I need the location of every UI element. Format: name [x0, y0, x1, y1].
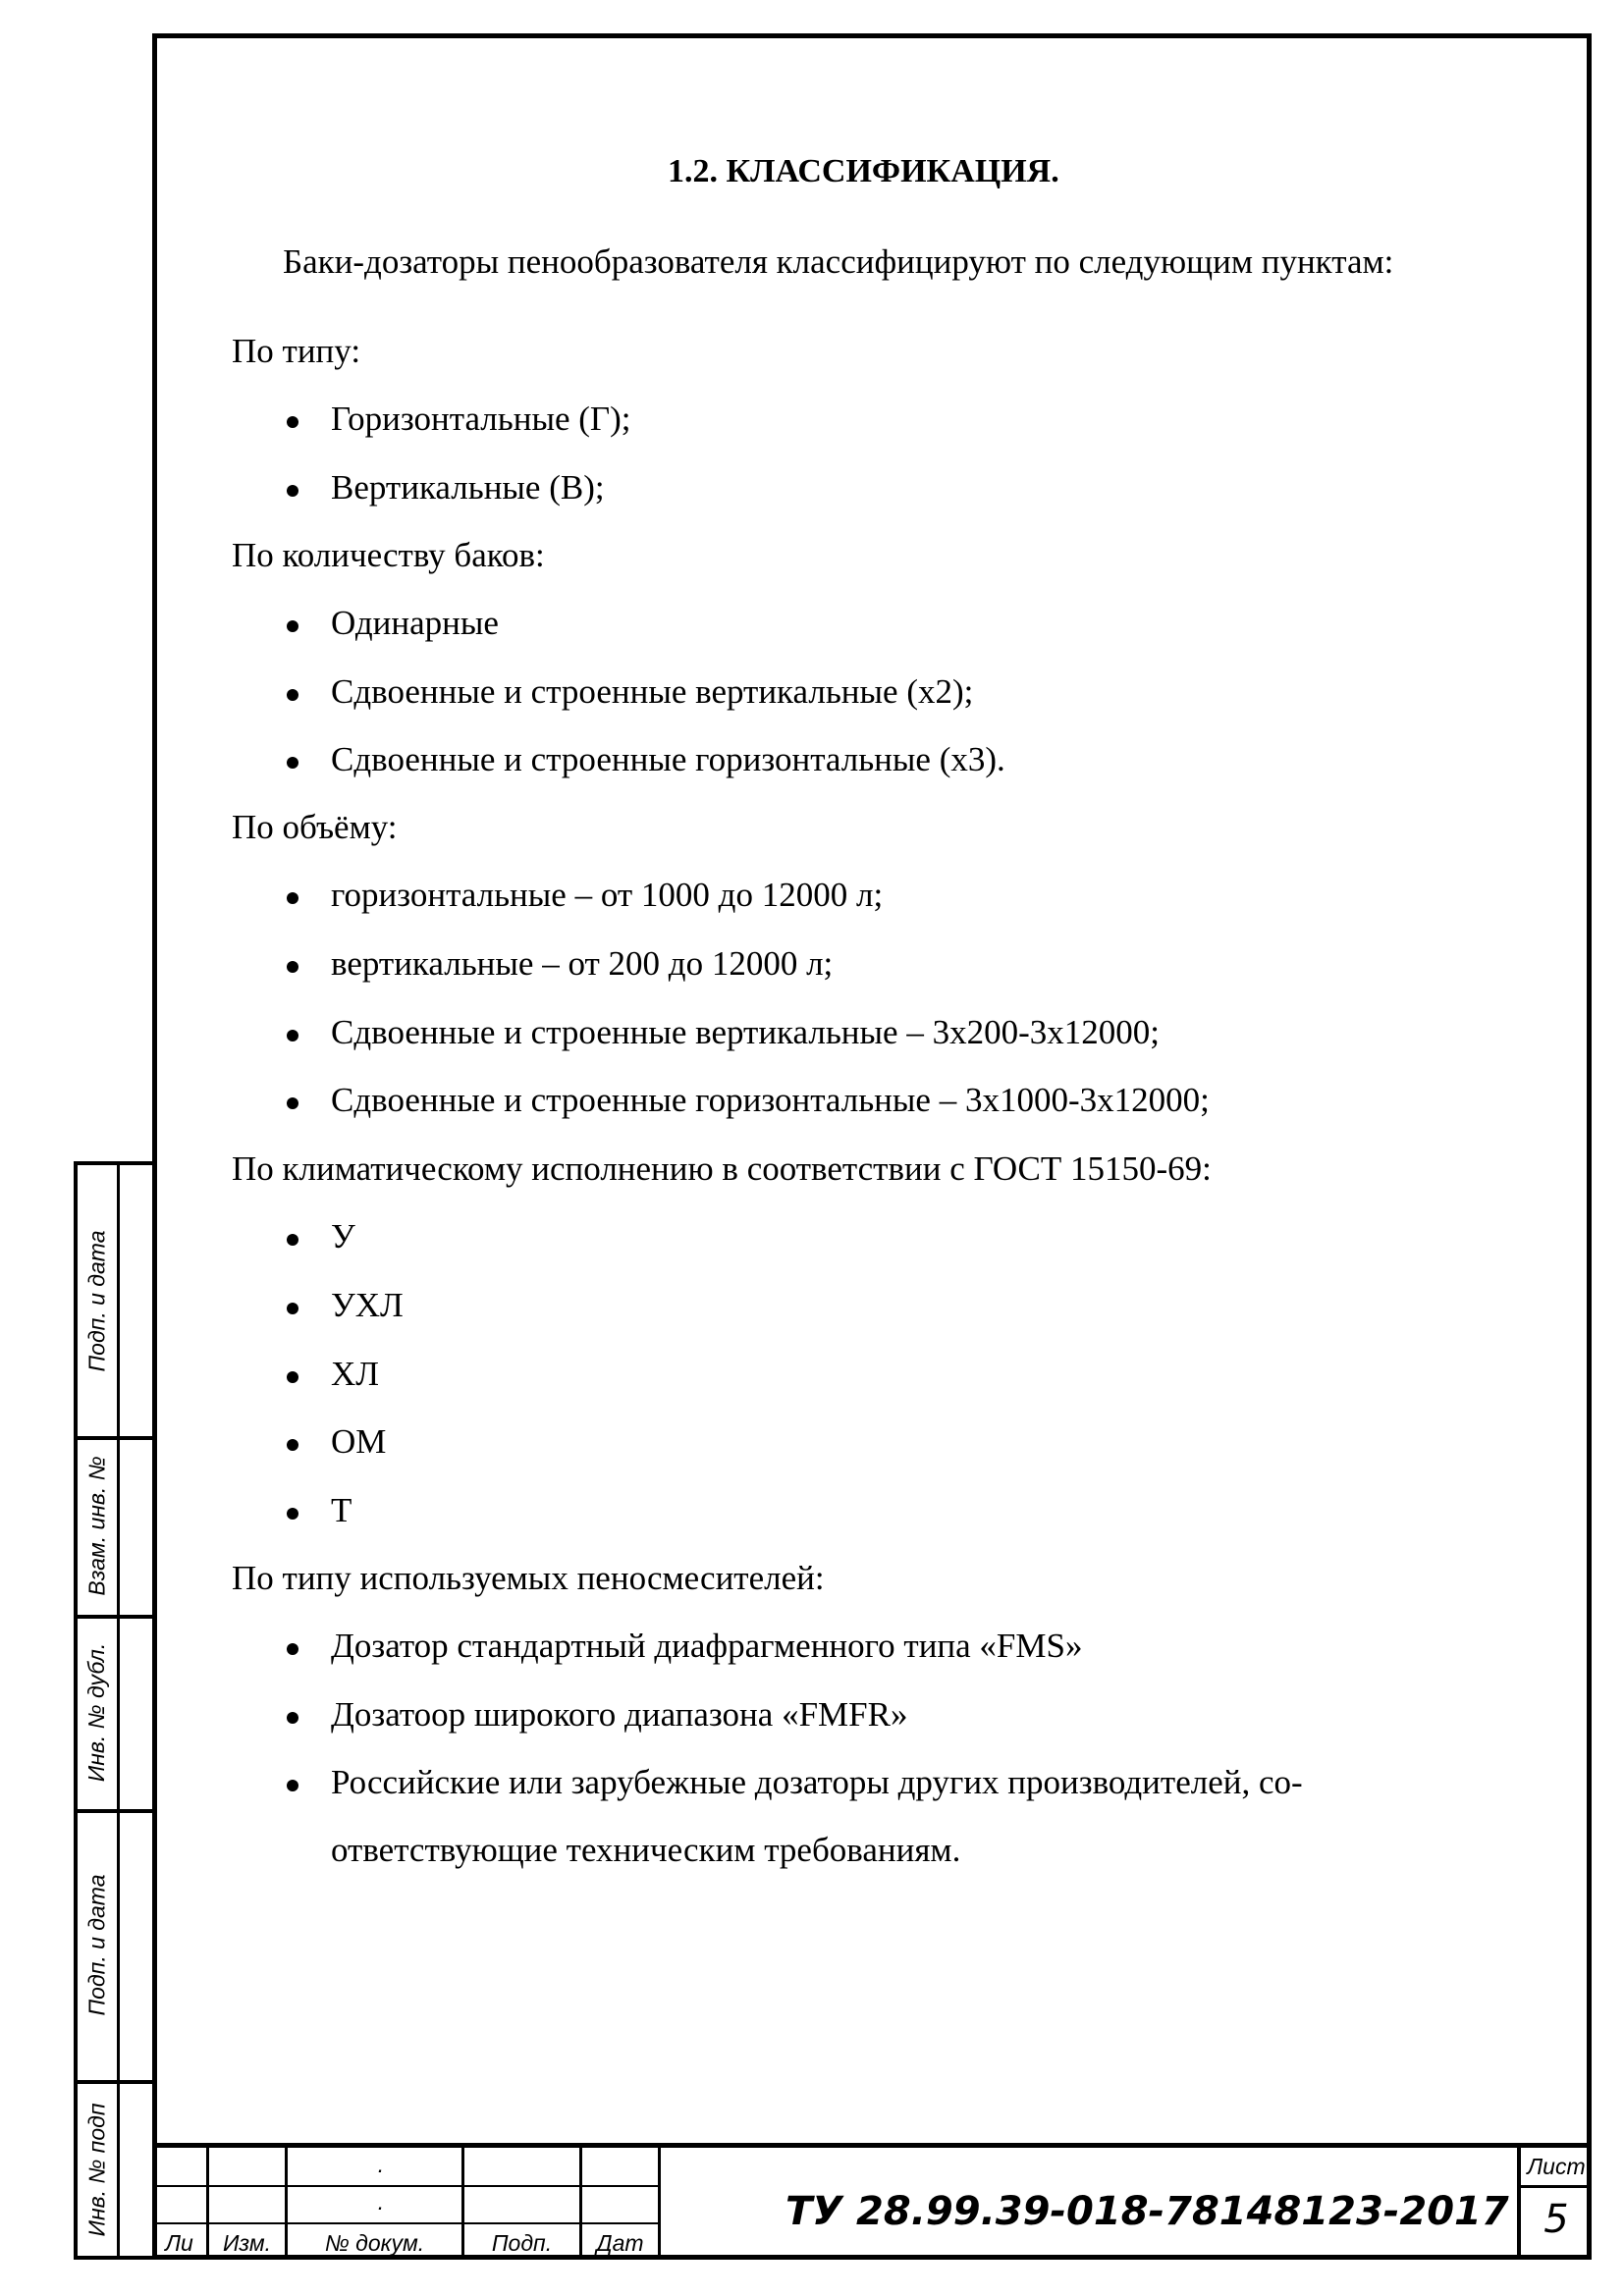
list-item: Сдвоенные и строенные вертикальные (х2);	[331, 672, 973, 712]
col-label-izm: Изм.	[222, 2230, 272, 2256]
side-label-replace-inv: Взам. инв. №	[83, 1455, 110, 1596]
col-label-signature: Подп.	[491, 2230, 553, 2256]
side-label-orig-inv: Инв. № подп	[83, 2103, 110, 2237]
title-block	[152, 2143, 1592, 2260]
list-item: вертикальные – от 200 до 12000 л;	[331, 944, 833, 984]
bullet-icon	[287, 1643, 298, 1655]
bullet-icon	[287, 1508, 298, 1520]
bullet-icon	[287, 757, 298, 769]
bullet-icon	[287, 961, 298, 973]
list-item: Т	[331, 1491, 352, 1530]
section-heading: 1.2. КЛАССИФИКАЦИЯ.	[668, 153, 1059, 189]
list-item: Сдвоенные и строенные горизонтальные – 3х1000-3х12000;	[331, 1081, 1210, 1120]
section-title-count: По количеству баков:	[232, 536, 545, 574]
list-item: УХЛ	[331, 1286, 404, 1325]
document-code: ТУ 28.99.39-018-78148123-2017	[785, 2189, 1509, 2234]
bullet-icon	[287, 1780, 298, 1791]
sheet-label: Лист	[1527, 2154, 1586, 2179]
bullet-icon	[287, 1030, 298, 1041]
bullet-icon	[287, 485, 298, 497]
list-item: Сдвоенные и строенные горизонтальные (х3).	[331, 740, 1005, 779]
side-label-dup-inv: Инв. № дубл.	[83, 1642, 110, 1782]
section-title-type: По типу:	[232, 332, 361, 370]
page-frame	[152, 33, 1592, 2260]
col-label-li: Ли	[165, 2230, 193, 2256]
bullet-icon	[287, 1439, 298, 1451]
bullet-icon	[287, 620, 298, 632]
list-item: Вертикальные (В);	[331, 468, 605, 507]
list-item: ОМ	[331, 1422, 386, 1462]
section-title-volume: По объёму:	[232, 808, 398, 846]
list-item: Горизонтальные (Г);	[331, 400, 631, 439]
list-item: горизонтальные – от 1000 до 12000 л;	[331, 876, 883, 915]
list-item-continuation: ответствующие техническим требованиям.	[331, 1831, 961, 1869]
bullet-icon	[287, 1371, 298, 1383]
bullet-icon	[287, 1234, 298, 1246]
list-item: Дозатоор широкого диапазона «FMFR»	[331, 1695, 907, 1735]
bullet-icon	[287, 689, 298, 701]
section-title-mixers: По типу используемых пеносмесителей:	[232, 1559, 825, 1597]
doc-dot-2: .	[377, 2189, 385, 2215]
col-label-doc-number: № докум.	[324, 2230, 425, 2256]
bullet-icon	[287, 1303, 298, 1314]
list-item: ХЛ	[331, 1355, 379, 1394]
list-item: Дозатор стандартный диафрагменного типа «FMS»	[331, 1627, 1083, 1666]
intro-paragraph: Баки-дозаторы пенообразователя классифицируют по следующим пунктам:	[283, 242, 1394, 281]
col-label-date: Дат	[596, 2230, 644, 2256]
list-item: У	[331, 1217, 355, 1256]
list-item: Российские или зарубежные дозаторы других производителей, со-	[331, 1763, 1303, 1802]
list-item: Сдвоенные и строенные вертикальные – 3х200-3х12000;	[331, 1013, 1160, 1052]
list-item: Одинарные	[331, 604, 499, 643]
bullet-icon	[287, 892, 298, 904]
bullet-icon	[287, 1712, 298, 1724]
doc-dot-1: .	[377, 2152, 385, 2177]
sheet-number: 5	[1543, 2197, 1569, 2242]
side-stamp	[74, 1161, 157, 2260]
section-title-climate: По климатическому исполнению в соответствии с ГОСТ 15150-69:	[232, 1149, 1212, 1188]
bullet-icon	[287, 1097, 298, 1109]
side-label-sign-date-2: Подп. и дата	[83, 1874, 110, 2015]
side-label-sign-date-1: Подп. и дата	[83, 1230, 110, 1371]
bullet-icon	[287, 416, 298, 428]
